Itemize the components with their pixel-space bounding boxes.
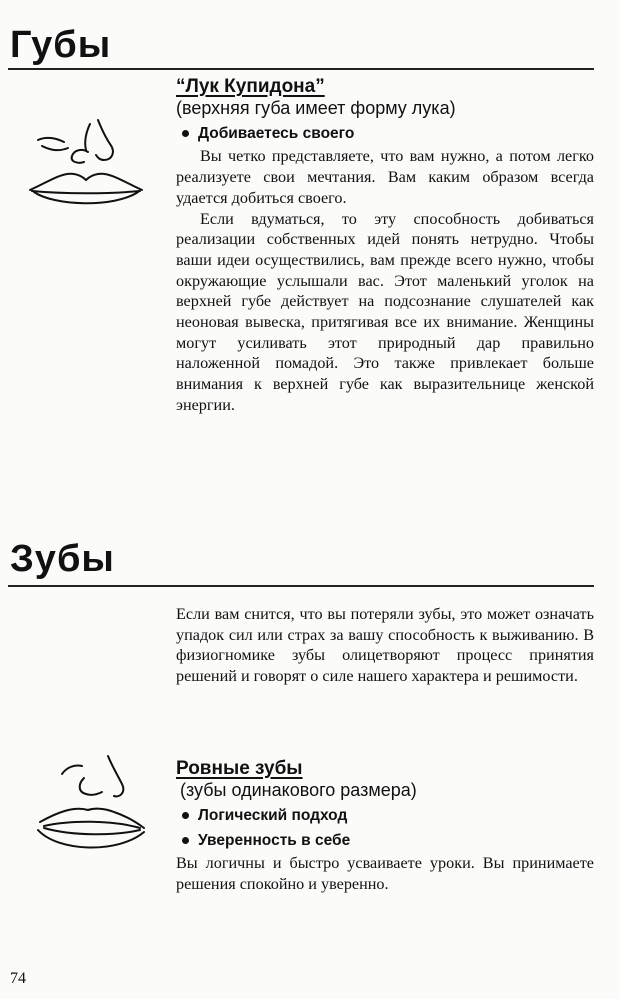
trait-item: Уверенность в себе (176, 828, 594, 853)
subsection-caption: (зубы одинакового размера) (180, 779, 417, 800)
trait-list (176, 121, 594, 146)
body-paragraph: Вы четко представляете, что вам нужно, а потом легко реализуете свои мечтания. Вам каким образом всегда удается добиться своего. (176, 147, 594, 207)
lips-illustration (24, 112, 148, 212)
section-title-lips: Губы (10, 24, 112, 66)
subsection-title: Ровные зубы (176, 758, 303, 779)
section-divider (8, 68, 594, 70)
cupids-bow-subsection (176, 76, 594, 416)
trait-item: Логический подход (176, 803, 594, 828)
trait-list (176, 803, 594, 853)
teeth-illustration (22, 750, 154, 860)
even-teeth-subsection (176, 758, 594, 895)
subsection-caption: (верхняя губа имеет форму лука) (176, 97, 456, 118)
subsection-title: “Лук Купидона” (176, 76, 325, 97)
trait-item: Добиваетесь своего (176, 121, 594, 146)
page-number: 74 (10, 970, 26, 987)
intro-paragraph: Если вам снится, что вы потеряли зубы, это может означать упадок сил или страх за вашу способность к выживанию. В физиогномике зубы олицетворяют процесс принятия решений и говорят о силе нашего характера и решимости. (176, 605, 594, 686)
section-title-teeth: Зубы (10, 538, 115, 580)
body-paragraph: Вы логичны и быстро усваиваете уроки. Вы принимаете решения спокойно и уверенно. (176, 854, 594, 894)
teeth-intro (176, 604, 594, 687)
section-divider (8, 585, 594, 587)
body-paragraph: Если вдуматься, то эту способность добиваться реализации собственных идей понять нетрудно. Чтобы ваши идеи осуществились, вам прежде всего нужно, чтобы окружающие услышали вас. Этот маленький уголок на верхней губе действует на подсознание слушателей как неоновая вывеска, притягивая все их внимание. Женщины могут усиливать этот природный дар правильно наложенной помадой. Это также привлекает больше внимания к верхней губе как выразительнице женской энергии. (176, 209, 594, 414)
